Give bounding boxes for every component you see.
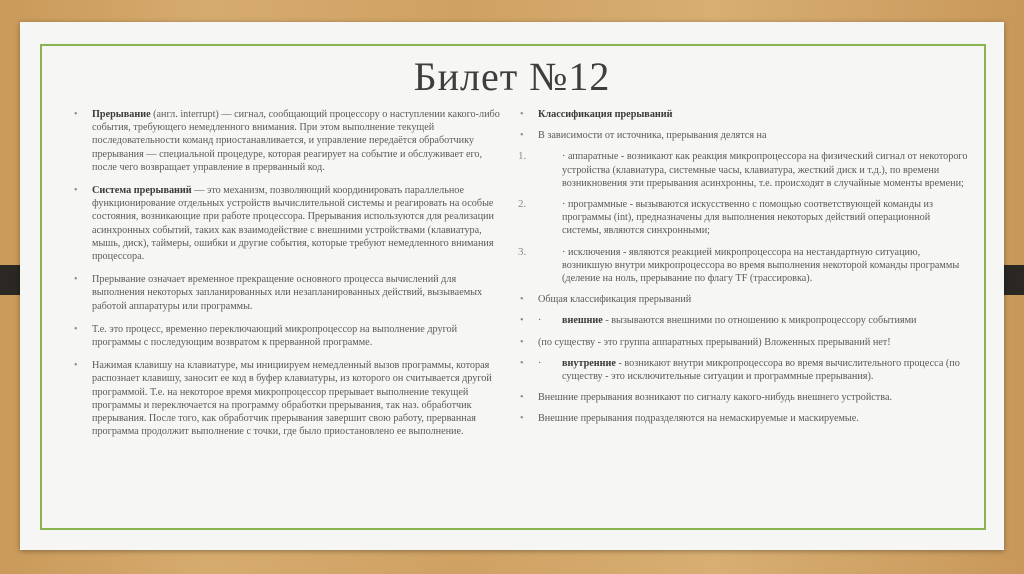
- software-interrupts-text: · программные - вызываются искусственно с помощью соответствующей команды из программы (int), предназначены для выполнения некоторых действий операционной системы, являются синхронными;: [562, 199, 934, 237]
- right-column: [520, 108, 968, 434]
- bullet-icon: •: [520, 357, 524, 369]
- external-definition: - вызываются внешними по отношению к микропроцессору событиями: [602, 315, 917, 327]
- bullet-icon: •: [520, 392, 524, 404]
- term-interrupt: Прерывание: [92, 109, 151, 120]
- paragraph-text: Нажимая клавишу на клавиатуре, мы инициируем немедленный вызов программы, которая распознает клавишу, заносит ее код в буфер клавиатуры, из которого он считывается другой программой. Т.е. на некоторое время микропроцессор прерывает выполнение текущей программы и переключается на программу обработки прерывания, так наз. обработчик прерывания. После того, как обработчик прерывания завершит свою работу, прерванная программа продолжит выполнение с точки, где было приостановлено ее выполнение.: [92, 360, 492, 438]
- item-number: 2.: [518, 198, 527, 211]
- list-item: [520, 391, 968, 404]
- term-interrupt-system: Система прерываний: [92, 185, 192, 197]
- bullet-icon: •: [74, 323, 78, 335]
- list-item: [74, 359, 504, 438]
- slide-title: Билет №12: [413, 54, 611, 99]
- bullet-icon: •: [520, 109, 524, 120]
- bullet-icon: •: [520, 130, 524, 142]
- bullet-icon: •: [74, 185, 78, 197]
- paragraph-text: Внешние прерывания возникают по сигналу какого-нибудь внешнего устройства.: [538, 392, 893, 404]
- bullet-icon: •: [74, 109, 78, 120]
- paragraph-text: Внешние прерывания подразделяются на немаскируемые и маскируемые.: [538, 413, 859, 425]
- list-item: [74, 323, 504, 349]
- bullet-icon: •: [74, 274, 78, 286]
- term-internal: внутренние: [562, 357, 616, 369]
- list-item: [520, 293, 968, 306]
- numbered-item: [520, 198, 968, 238]
- list-item: [520, 412, 968, 425]
- numbered-item: [520, 246, 968, 286]
- exceptions-text: · исключения - являются реакцией микропроцессора на нестандартную ситуацию, возникшую внутри микропроцессора во время выполнения некоторой команды программы (деление на ноль, прерывание по флагу TF (трассировка).: [562, 246, 960, 285]
- bullet-icon: •: [520, 294, 524, 306]
- paragraph-text: (по существу - это группа аппаратных прерываний) Вложенных прерываний нет!: [538, 336, 891, 348]
- bullet-icon: •: [520, 336, 524, 348]
- list-item: [74, 108, 504, 174]
- list-item: [520, 357, 968, 383]
- dot-icon: ·: [538, 357, 542, 369]
- list-item: [520, 336, 968, 349]
- dot-icon: ·: [538, 315, 542, 327]
- interrupt-definition: (англ. interrupt) — сигнал, сообщающий процессору о наступлении какого-либо события, требующего немедленного внимания. При этом выполнение текущей последовательности команд приостанавливается, и управление передаётся обработчику прерывания — специальной процедуре, которая реагирует на событие и обслуживает его, после чего возвращает управление в прерванный код.: [92, 109, 500, 173]
- item-number: 1.: [518, 150, 527, 163]
- item-number: 3.: [518, 245, 527, 258]
- bullet-icon: •: [520, 315, 524, 327]
- left-column: [74, 108, 504, 448]
- bullet-icon: •: [520, 413, 524, 425]
- paragraph-text: Т.е. это процесс, временно переключающий микропроцессор на выполнение другой программы с последующим возвратом к прерванной программе.: [92, 323, 458, 349]
- list-item: [74, 184, 504, 263]
- term-external: внешние: [562, 315, 603, 327]
- list-item: [520, 108, 968, 121]
- paragraph-text: Прерывание означает временное прекращение основного процесса вычислений для выполнения некоторых запланированных или незапланированных действий, вызываемых работой аппаратуры или программы.: [92, 274, 483, 312]
- slide: [20, 22, 1004, 550]
- classification-heading: Классификация прерываний: [538, 109, 673, 120]
- paragraph-text: В зависимости от источника, прерывания делятся на: [538, 130, 767, 142]
- list-item: [74, 273, 504, 313]
- bullet-icon: •: [74, 360, 78, 372]
- numbered-item: [520, 150, 968, 190]
- list-item: [520, 314, 968, 327]
- hardware-interrupts-text: · аппаратные - возникают как реакция микропроцессора на физический сигнал от некоторого устройства (клавиатура, системные часы, клавиатура, жесткий диск и т.д.), по времени возникновения эти прерывания асинхронны, т.е. происходят в случайные моменты времени;: [562, 151, 968, 189]
- paragraph-text: Общая классификация прерываний: [538, 294, 692, 306]
- list-item: [520, 129, 968, 142]
- interrupt-system-definition: — это механизм, позволяющий координировать параллельное функционирование отдельных устройств вычислительной системы и реагировать на особые состояния, возникающие при работе процессора. Прерывания используются для реализации асинхронных событий, таких как взаимодействие с внешними устройствами (клавиатура, мышь, диск), таймеры, ошибки и другие события, которые требуют немедленного внимания процессора.: [92, 185, 494, 263]
- internal-definition: - возникают внутри микропроцессора во время вычислительного процесса (по существу - это исключительные ситуации и программные прерывания).: [562, 357, 960, 383]
